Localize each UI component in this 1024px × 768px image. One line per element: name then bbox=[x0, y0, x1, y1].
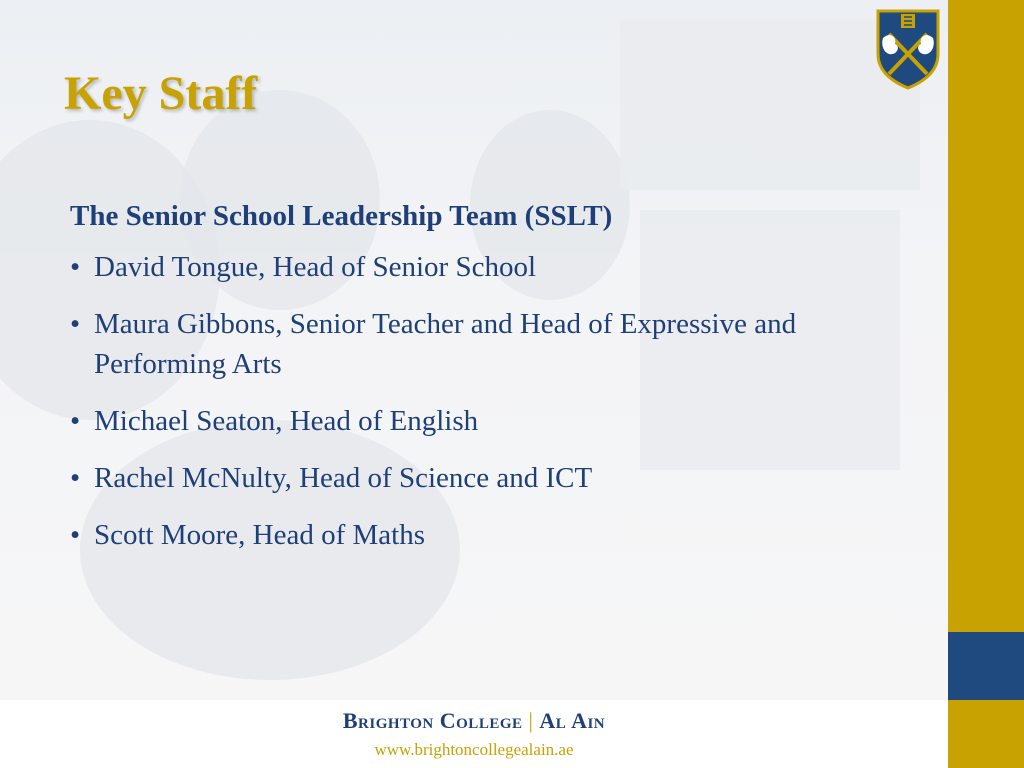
bullet-icon: • bbox=[70, 251, 81, 283]
bullet-icon: • bbox=[70, 405, 81, 437]
content-area bbox=[70, 200, 830, 572]
college-crest-icon bbox=[875, 8, 941, 90]
list-item bbox=[70, 515, 830, 555]
section-heading: The Senior School Leadership Team (SSLT) bbox=[70, 200, 613, 232]
bullet-icon: • bbox=[70, 519, 81, 551]
footer-brand bbox=[0, 708, 948, 734]
brand-name: Brighton College bbox=[342, 708, 523, 733]
bullet-icon: • bbox=[70, 462, 81, 494]
footer-url[interactable]: www.brightoncollegealain.ae bbox=[374, 740, 574, 759]
list-item bbox=[70, 304, 830, 384]
list-item-text: Scott Moore, Head of Maths bbox=[94, 519, 426, 551]
slide-title: Key Staff bbox=[64, 67, 258, 120]
brand-separator: | bbox=[528, 708, 534, 733]
list-item-text: Maura Gibbons, Senior Teacher and Head of Expressive and Performing Arts bbox=[94, 308, 797, 380]
side-bar-gold bbox=[948, 0, 1024, 632]
staff-list bbox=[70, 247, 830, 555]
list-item bbox=[70, 247, 830, 287]
list-item-text: Rachel McNulty, Head of Science and ICT bbox=[94, 462, 593, 494]
list-item bbox=[70, 458, 830, 498]
list-item bbox=[70, 401, 830, 441]
bullet-icon: • bbox=[70, 308, 81, 340]
side-bar-navy bbox=[948, 632, 1024, 700]
list-item-text: Michael Seaton, Head of English bbox=[94, 405, 479, 437]
side-bar-gold-bottom bbox=[948, 700, 1024, 768]
brand-location: Al Ain bbox=[539, 708, 606, 733]
list-item-text: David Tongue, Head of Senior School bbox=[94, 251, 537, 283]
